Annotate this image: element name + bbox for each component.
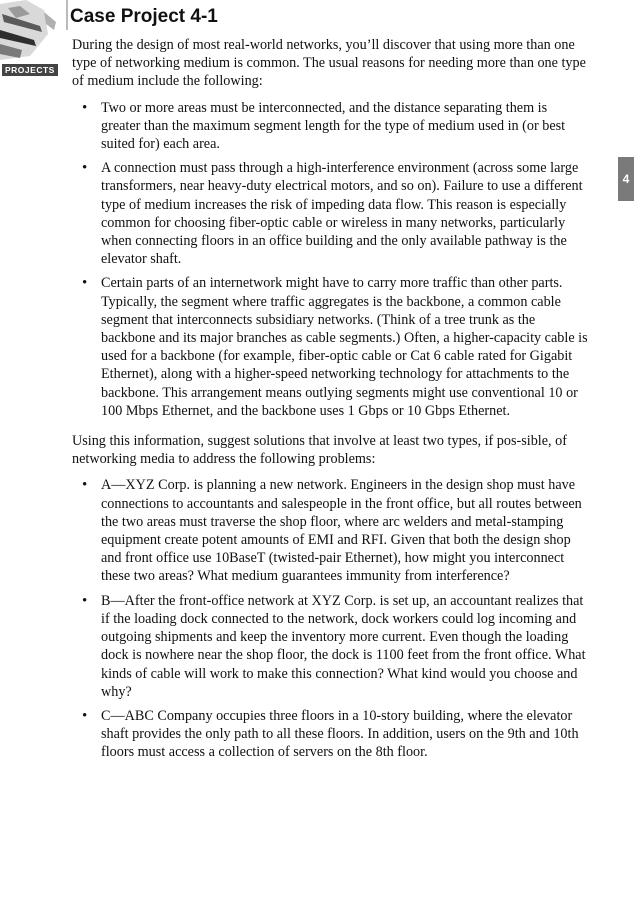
chapter-tab: 4 <box>618 157 634 201</box>
projects-label: PROJECTS <box>2 64 58 76</box>
reasons-list <box>72 99 590 420</box>
title-rule <box>66 0 68 30</box>
main-content <box>72 36 590 762</box>
reason-item: • Certain parts of an internetwork might have to carry more traffic than other parts. Typically, the segment where traffic aggregates is the backbone, a common cable segment that interconnects subsidiary networks. (Think of a tree trunk as the backbone and its major branches as cable segments.) Often, a higher-capacity cable is used for a backbone (for example, fiber-optic cable or Cat 6 cable rated for Gigabit Ethernet), along with a higher-speed networking technology for attachments to the backbone. This arrangement means outlying segments might use conventional 10 or 100 Mbps Ethernet, and the backbone uses 1 Gbps or 10 Gbps Ethernet. <box>72 274 590 420</box>
reason-item: • Two or more areas must be interconnected, and the distance separating them is greater than the maximum segment length for the type of medium used in (or best suited for) each area. <box>72 99 590 154</box>
problem-item: • B—After the front-office network at XYZ Corp. is set up, an accountant realizes that if the loading dock connected to the network, dock workers could log incoming and outgoing shipments and keep the inventory more current. Even though the loading dock is nowhere near the shop floor, the dock is 1100 feet from the front office. What kinds of cable will work to make this connection? What kind would you choose and why? <box>72 592 590 701</box>
prompt-paragraph: Using this information, suggest solutions that involve at least two types, if pos-sible, of networking media to address the following problems: <box>72 433 567 468</box>
reason-item: • A connection must pass through a high-interference environment (across some large transformers, near heavy-duty electrical motors, and so on). Failure to use a different type of medium increases the risk of impeding data flow. This reason is especially common for choosing fiber-optic cable or wireless in many networks, particularly when connecting floors in an office building and the only available pathway is the elevator shaft. <box>72 159 590 268</box>
page-title: Case Project 4-1 <box>70 6 218 27</box>
problem-item: • A—XYZ Corp. is planning a new network. Engineers in the design shop must have connections to accountants and salespeople in the front office, but all routes between the two areas must traverse the shop floor, where arc welders and metal-stamping equipment create potent amounts of EMI and RFI. Given that both the design shop and front office use 10BaseT (twisted-pair Ethernet), how might you interconnect these two areas? What medium guarantees immunity from interference? <box>72 476 590 585</box>
problem-item: • C—ABC Company occupies three floors in a 10-story building, where the elevator shaft provides the only path to all these floors. In addition, users on the 9th and 10th floors must access a collection of servers on the 8th floor. <box>72 707 590 762</box>
intro-paragraph: During the design of most real-world networks, you’ll discover that using more than one type of networking medium is common. The usual reasons for needing more than one type of medium include the following: <box>72 37 586 90</box>
problems-list <box>72 476 590 761</box>
